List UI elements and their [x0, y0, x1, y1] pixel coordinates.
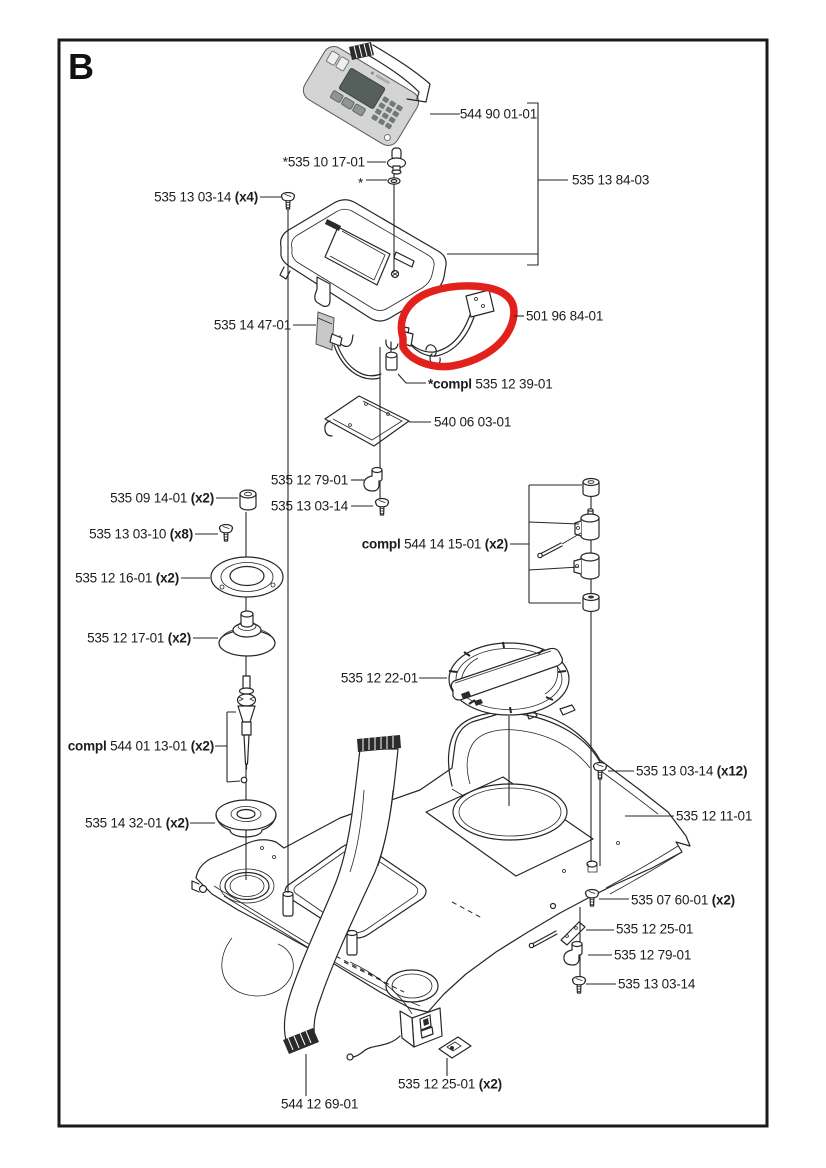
part-label-535-13-84-03: 535 13 84-03 [572, 172, 650, 188]
part-label-535-14-47-01: 535 14 47-01 [213, 317, 291, 333]
part-label-501-96-84-01: 501 96 84-01 [526, 308, 604, 324]
part-label-544-01-13-01: compl 544 01 13-01 (x2) [67, 738, 214, 754]
highlight-annotation [401, 286, 514, 367]
part-label-535-09-14-01: 535 09 14-01 (x2) [110, 490, 214, 506]
clip-drawing [364, 468, 382, 492]
part-label-535-13-03-14-x4: 535 13 03-14 (x4) [154, 189, 258, 205]
seal-ring-drawing [211, 557, 283, 597]
plug-knob-drawing [388, 148, 406, 174]
part-label-535-12-25-01-x2: 535 12 25-01 (x2) [398, 1076, 502, 1092]
part-label-535-12-39-01: *compl 535 12 39-01 [428, 376, 553, 392]
pcb-plate-drawing [325, 396, 409, 446]
chassis-body-drawing [192, 711, 690, 1060]
part-label-544-12-69-01: 544 12 69-01 [281, 1096, 359, 1112]
part-label-544-90-01-01: 544 90 01-01 [459, 106, 537, 122]
washer-drawing [388, 178, 400, 184]
latch-plate-part [561, 922, 585, 945]
part-label-535-07-60-01: 535 07 60-01 (x2) [631, 892, 735, 908]
cover-drawing [280, 200, 446, 379]
part-label-535-12-17-01: 535 12 17-01 (x2) [87, 630, 191, 646]
part-label-535-13-03-14-mid: 535 13 03-14 [270, 498, 348, 514]
spacer-cylinder-drawing [240, 490, 256, 510]
view-letter: B [68, 46, 94, 87]
part-label-535-12-22-01: 535 12 22-01 [340, 670, 418, 686]
part-label-540-06-03-01: 540 06 03-01 [434, 414, 512, 430]
part-label-535-14-32-01: 535 14 32-01 (x2) [85, 815, 189, 831]
part-label-535-13-03-10: 535 13 03-10 (x8) [89, 526, 193, 542]
keypad-panel-drawing [299, 42, 430, 150]
screw-drawing [282, 193, 295, 210]
part-label-535-12-79-01-lower: 535 12 79-01 [614, 947, 692, 963]
part-label-544-14-15-01: compl 544 14 15-01 (x2) [361, 536, 508, 552]
part-label-535-13-03-14-x12: 535 13 03-14 (x12) [636, 763, 748, 779]
hinge-kit-drawing [538, 479, 599, 612]
part-label-535-12-25-01: 535 12 25-01 [616, 921, 694, 937]
part-label-535-13-03-14-lower: 535 13 03-14 [618, 976, 696, 992]
part-label-535-12-11-01: 535 12 11-01 [676, 808, 753, 824]
part-label-535-12-79-01-upper: 535 12 79-01 [270, 472, 348, 488]
grommet-cone-drawing [219, 611, 275, 656]
part-label-535-10-17-01: *535 10 17-01 [282, 154, 365, 170]
part-label-535-12-16-01: 535 12 16-01 (x2) [75, 570, 179, 586]
antenna-electrode-drawing [238, 676, 256, 769]
round-cap-drawing [449, 642, 575, 719]
part-label-asterisk: * [357, 175, 363, 191]
ball-bead-drawing [241, 777, 247, 783]
